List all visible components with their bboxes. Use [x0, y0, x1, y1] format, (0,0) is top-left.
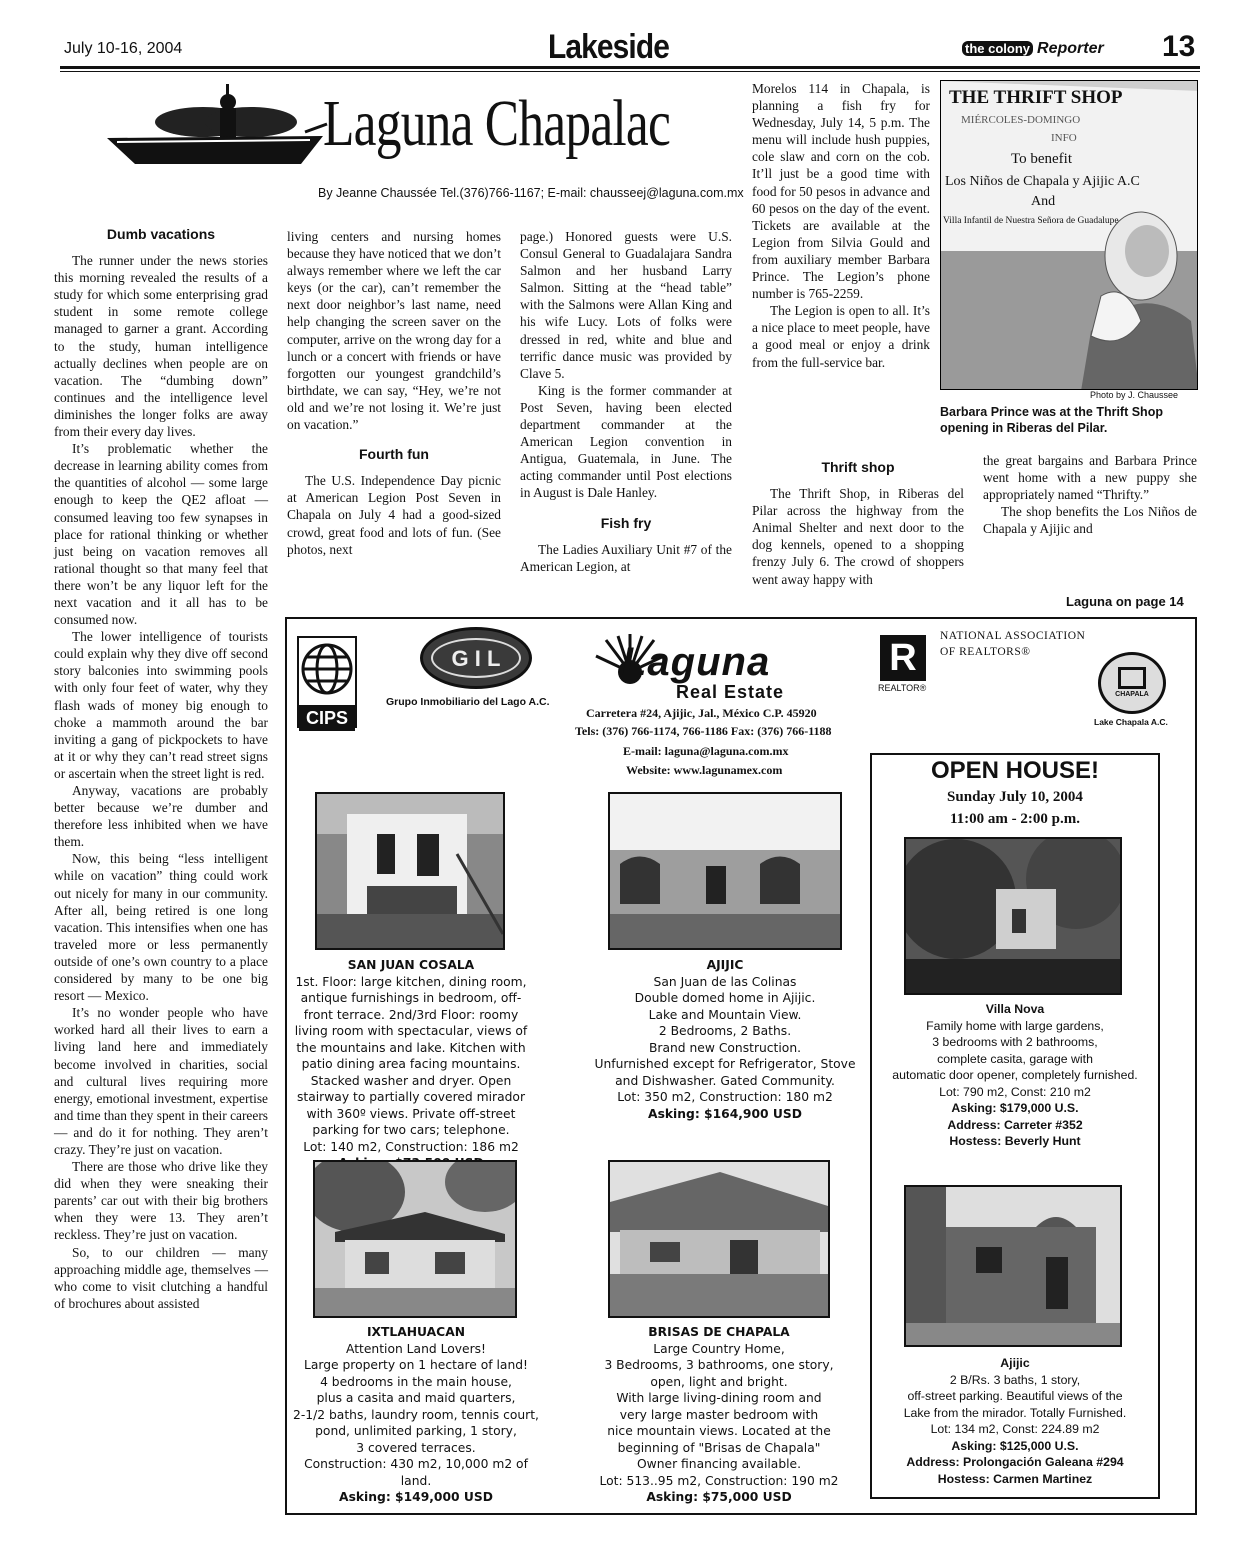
publication-prefix: the colony: [962, 41, 1033, 56]
ad-website: Website: www.lagunamex.com: [626, 763, 783, 777]
paragraph: The Ladies Auxiliary Unit #7 of the American Legion, at: [520, 541, 732, 574]
listing-description: Attention Land Lovers! Large property on 1 hectare of land! 4 bedrooms in the main house, plus a casita and maid quarters, 2-1/2 baths, laundry room, tennis court, pond, unlimited parking, 1 story, 3 covered terraces.: [293, 1341, 539, 1455]
listing-photo-ajijic: [608, 792, 842, 950]
photo-credit: Photo by J. Chaussee: [1090, 390, 1179, 400]
listing-description: San Juan de las Colinas Double domed home in Ajijic. Lake and Mountain View. 2 Bedrooms, 2 Baths. Brand new Construction. Unfurnished except for Refrigerator, Stove and Dishwasher. Gated Community.: [594, 974, 856, 1088]
paragraph: Morelos 114 in Chapala, is planning a fish fry for Wednesday, July 14, 5 p.m. The menu will include hush puppies, cole slaw and corn on the cob. It’ll just be a good time with food for 50 pesos in advance and 60 pesos on the day of the event. Tickets are available at the Legion from Silvia Gould and from auxiliary member Barbara Prince. The Legion’s phone number is 765-2259.: [752, 81, 930, 302]
listing-price: Asking: $179,000 U.S.: [951, 1101, 1079, 1115]
house-photo: [906, 1187, 1120, 1345]
subhead-dumb-vacations: Dumb vacations: [106, 226, 216, 242]
paragraph: So, to our children — many approaching middle age, themselves — who come to visit clutching a handful of brochures about assisted: [54, 1244, 268, 1311]
house-photo: [610, 794, 840, 948]
listing-name: Villa Nova: [985, 1002, 1045, 1016]
globe-icon: [299, 638, 355, 700]
listing-villa-nova: [872, 1001, 1158, 1150]
paragraph: page.) Honored guests were U.S. Consul General to Guadalajara Sandra Salmon and her husband Larry Salmon. Sitting at the “head table” with the Salmons were Allan King and his wife Lucy. Lots of folks were dressed in red, white and blue and terrific dance music was provided by Clave 5.: [520, 229, 732, 381]
listing-description: Large Country Home, 3 Bedrooms, 3 bathrooms, one story, open, light and bright. With large living-dining room and very large master bedroom with nice mountain views. Located at the beginning of "Brisas de Chapala" Owner financing available.: [604, 1341, 834, 1471]
listing-lot: Lot: 140 m2, Construction: 186 m2: [303, 1139, 519, 1154]
listing-address: Address: Carreter #352: [947, 1117, 1083, 1132]
article-column-1: [54, 212, 268, 1312]
paragraph: The U.S. Independence Day picnic at American Legion Post Seven in Chapala on July 4 had a good-sized crowd, great food and lots of fun. (See photos, next: [287, 473, 501, 557]
lake-chapala-ac-logo: [1098, 652, 1166, 714]
house-photo: [610, 1162, 828, 1316]
paragraph: It’s problematic whether the decrease in learning ability comes from the quantities of alcohol — some large enough to keep the QE2 afloat — consumed leaving too few synapses in place for rational thinking or whether just being on vacation removes all rational thought so that many feel that there won’t be any liquor left for the next vacation and it all has to be consumed now.: [54, 441, 268, 628]
subhead-thrift-shop: Thrift shop: [821, 459, 895, 475]
realtor-logo-icon: R: [880, 635, 926, 681]
article-column-5: [983, 452, 1197, 537]
paragraph: the great bargains and Barbara Prince went home with a new puppy she appropriately named “Thrifty.”: [983, 453, 1197, 503]
subhead-fish-fry: Fish fry: [600, 514, 652, 531]
paragraph: The runner under the news stories this morning revealed the results of a study for which some enterprising grad student in some remote college managed to garner a grant. According to the study, human intelligence actually declines when people are on vacation. The “dumbing down” continues and the intelligence level diminishes the longer folks are away from their every day lives.: [54, 253, 268, 440]
listing-price: Asking: $75,000 USD: [646, 1490, 792, 1504]
listing-photo-brisas-de-chapala: [608, 1160, 830, 1318]
listing-price: Asking: $164,900 USD: [648, 1106, 802, 1121]
listing-name: AJIJIC: [706, 958, 744, 972]
listing-ixtlahuacan: [293, 1324, 539, 1506]
listing-description: Family home with large gardens, 3 bedrooms with 2 bathrooms, complete casita, garage with automatic door opener, completely furnished. Lot: 790 m2, Const: 210 m2: [892, 1018, 1138, 1099]
listing-name: Ajijic: [1000, 1356, 1030, 1370]
listing-description: 1st. Floor: large kitchen, dining room, antique furnishings in bedroom, off-front terrace. 2nd/3rd Floor: roomy living room with spectacular, views of the mountains and lake. Kitchen with patio dining area facing mountains. Stacked washer and dryer. Open stairway to partially covered mirador with 360º views. Private off-street parking for two cars; telephone.: [294, 974, 528, 1137]
paragraph: Now, this being “less intelligent while on vacation” thing could work out nicely for many in our community. After all, being retired is one long vacation. This intensifies when one has traveled more or less permanently outside of one’s own country to a place considered by many to be one big resort — Mexico.: [54, 851, 268, 1004]
listing-lot: Lot: 350 m2, Construction: 180 m2: [617, 1090, 833, 1104]
listing-lot: Lot: 513..95 m2, Construction: 190 m2: [599, 1473, 839, 1488]
continued-jump-line: Laguna on page 14: [1066, 594, 1184, 609]
listing-ajijic: [586, 957, 864, 1122]
house-icon: [1118, 667, 1146, 689]
listing-price: Asking: $125,000 U.S.: [951, 1438, 1079, 1453]
paragraph: Anyway, vacations are probably better because we’re dumber and therefore less inhibited when we have them.: [54, 783, 268, 850]
cips-label: CIPS: [299, 705, 355, 731]
paragraph: The shop benefits the Los Niños de Chapala y Ajijic and: [983, 504, 1197, 537]
paragraph: The Thrift Shop, in Riberas del Pilar across the highway from the Animal Shelter and next door to the dog kennels, opened to a shopping frenzy July 6. The crowd of shoppers went away happy with: [752, 486, 964, 587]
gil-letters: G I L: [431, 638, 521, 678]
listing-hostess: Hostess: Beverly Hunt: [949, 1134, 1081, 1148]
open-house-time: 11:00 am - 2:00 p.m.: [950, 811, 1080, 827]
sign-line-2: MIÉRCOLES-DOMINGO: [961, 114, 1081, 126]
article-column-4: [752, 80, 930, 371]
listing-brisas-de-chapala: [586, 1324, 852, 1506]
byline: By Jeanne Chaussée Tel.(376)766-1167; E-mail: chausseej@laguna.com.mx: [318, 186, 744, 200]
nar-line-2: OF REALTORS®: [940, 646, 1031, 658]
listing-ajijic-open-house: [872, 1355, 1158, 1487]
sign-line-5: Los Niños de Chapala y Ajijic A.C: [945, 174, 1140, 189]
lca-ring-text: CHAPALA: [1115, 691, 1149, 698]
open-house-date: Sunday July 10, 2004: [947, 789, 1083, 805]
article-column-4b: [752, 446, 964, 588]
nar-line-1: NATIONAL ASSOCIATION: [940, 630, 1086, 642]
listing-photo-ixtlahuacan: [313, 1160, 517, 1318]
listing-name: IXTLAHUACAN: [366, 1325, 466, 1339]
sign-line-3: INFO: [1051, 132, 1077, 144]
sign-line-4: To benefit: [1011, 151, 1073, 167]
listing-san-juan-cosala: [293, 957, 529, 1172]
house-photo: [906, 839, 1120, 993]
thrift-shop-photo-image: [941, 81, 1198, 390]
boat-fisherman-illustration: [105, 80, 330, 170]
ad-address: Carretera #24, Ajijic, Jal., México C.P. 45920: [586, 706, 817, 720]
gil-logo: [420, 627, 532, 689]
listing-price: Asking: $149,000 USD: [339, 1490, 493, 1504]
open-house-title: OPEN HOUSE!: [930, 757, 1100, 784]
photo-caption: Barbara Prince was at the Thrift Shop opening in Riberas del Pilar.: [940, 405, 1163, 435]
section-name: Lakeside: [548, 28, 670, 66]
house-photo: [317, 794, 503, 948]
open-house-box: [870, 753, 1160, 1499]
listing-lot: Construction: 430 m2, 10,000 m2 of land.: [304, 1457, 528, 1488]
paragraph: The Legion is open to all. It’s a nice place to meet people, have a good meal or enjoy a drink from the full-service bar.: [752, 303, 930, 370]
article-column-3: [520, 228, 732, 575]
listing-name: SAN JUAN COSALA: [347, 958, 475, 972]
article-column-2: [287, 228, 501, 558]
header-rule-thin: [60, 71, 1200, 72]
ad-email: E-mail: laguna@laguna.com.mx: [623, 744, 789, 758]
laguna-logo-text: Laguna: [622, 640, 771, 684]
paragraph: It’s no wonder people who have worked hard all their lives to earn a living land here and immediately become involved in charities, social and cultural lives requiring more energy, emotional investment, expertise and time than they spent in their careers — and do it for nothing. They aren’t crazy. They’re just on vacation.: [54, 1005, 268, 1157]
listing-name: BRISAS DE CHAPALA: [648, 1325, 790, 1339]
gil-name: Grupo Inmobiliario del Lago A.C.: [386, 696, 550, 708]
column-title: Laguna Chapalac: [323, 87, 671, 160]
issue-date: July 10-16, 2004: [64, 40, 183, 57]
listing-hostess: Hostess: Carmen Martinez: [937, 1471, 1093, 1486]
sign-line-6: And: [1031, 194, 1056, 209]
realtor-label: REALTOR®: [878, 683, 927, 693]
ad-phones: Tels: (376) 766-1174, 766-1186 Fax: (376) 766-1188: [575, 724, 832, 738]
listing-photo-ajijic-open-house: [904, 1185, 1122, 1347]
paragraph: King is the former commander at Post Seven, having been elected department commander at the American Legion convention in Antigua, Guatemala, in June. The acting commander until Post elections in August is Dale Hanley.: [520, 382, 732, 501]
header-rule: [60, 66, 1200, 69]
listing-address: Address: Prolongación Galeana #294: [906, 1455, 1124, 1469]
publication-title: Reporter: [1037, 40, 1104, 57]
house-photo: [315, 1162, 515, 1316]
listing-photo-villa-nova: [904, 837, 1122, 995]
real-estate-text: Real Estate: [676, 682, 785, 702]
listing-description: 2 B/Rs. 3 baths, 1 story, off-street parking. Beautiful views of the Lake from the mirador. Totally Furnished. Lot: 134 m2, Const: 224.89 m2: [903, 1372, 1127, 1436]
publication-name: [962, 40, 1104, 58]
cips-logo: [297, 636, 357, 728]
sign-line-1: THE THRIFT SHOP: [949, 87, 1123, 108]
thrift-shop-photo: [940, 80, 1198, 390]
paragraph: living centers and nursing homes because they have noticed that we don’t always remember where we left the car keys (or the car), can’t remember the next door neighbor’s last name, need help changing the screen saver on the computer, arrive on the wrong day for a lunch or a concert with friends or have forgotten our youngest grandchild’s birthdate, we can say, “Hey, we’re not old and we’re not losing it. We’re just on vacation.”: [287, 229, 501, 433]
subhead-fourth-fun: Fourth fun: [359, 446, 429, 463]
paragraph: There are those who drive like they did when they were sneaking their parents’ car out with their big brothers when they were 13. They aren’t reckless. They’re just on vacation.: [54, 1159, 268, 1243]
page-number: 13: [1162, 30, 1196, 63]
lca-label: Lake Chapala A.C.: [1094, 717, 1168, 727]
paragraph: The lower intelligence of tourists could explain why they dive off second story balconies into swimming pools with only four feet of water, why they flash wads of money big enough to choke a mammoth around the bar inviting a gang of pickpockets to have at it or why they can’t read street signs or ascertain when the street light is red.: [54, 629, 268, 781]
listing-photo-san-juan-cosala: [315, 792, 505, 950]
sign-line-7: Villa Infantil de Nuestra Señora de Guadalupe: [943, 216, 1119, 226]
